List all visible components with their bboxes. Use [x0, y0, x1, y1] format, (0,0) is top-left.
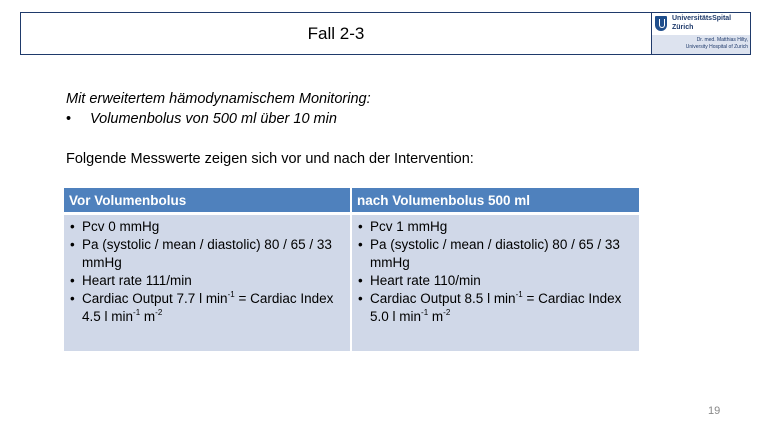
hospital-logo: [651, 13, 750, 54]
column-header-before: Vor Volumenbolus: [64, 188, 351, 214]
co-text-c: m: [140, 309, 156, 324]
co-text-b: = Cardiac Index 5.0 l min: [370, 291, 622, 324]
lead-text: Folgende Messwerte zeigen sich vor und nach der Intervention:: [66, 151, 474, 167]
co-text-a: Cardiac Output 8.5 l min: [370, 291, 516, 306]
logo-name-line2: Zürich: [672, 23, 694, 31]
logo-top: [652, 13, 750, 35]
logo-name: [672, 15, 731, 32]
table-header-row: [64, 188, 639, 214]
measurement-table: [64, 188, 639, 351]
list-item: [356, 290, 635, 326]
credit-line1: Dr. med. Matthias Hilty,: [696, 37, 748, 43]
cell-before: [64, 214, 351, 351]
co-text-c: m: [428, 309, 444, 324]
co-exp: -1: [227, 289, 235, 299]
co-exp: -1: [515, 289, 523, 299]
credit-line2: University Hospital of Zurich: [685, 44, 748, 50]
list-item: • Heart rate 111/min: [68, 272, 346, 290]
list-item: • Pa (systolic / mean / diastolic) 80 / 65 / 33 mmHg: [68, 236, 346, 272]
logo-credit: [652, 35, 750, 54]
bullet-icon: •: [66, 111, 72, 127]
column-header-after: nach Volumenbolus 500 ml: [351, 188, 639, 214]
ci-exp2: -2: [443, 307, 451, 317]
slide-header: [20, 12, 751, 55]
ci-exp2: -2: [155, 307, 163, 317]
shield-icon: [655, 16, 667, 31]
list-item: • Heart rate 110/min: [356, 272, 635, 290]
cell-after: [351, 214, 639, 351]
co-text-a: Cardiac Output 7.7 l min: [82, 291, 228, 306]
list-item: • Pcv 1 mmHg: [356, 218, 635, 236]
intro-bullet: Volumenbolus von 500 ml über 10 min: [90, 111, 337, 127]
intro-bullet-row: [66, 109, 686, 129]
page-number: 19: [708, 405, 721, 417]
list-item: • Pa (systolic / mean / diastolic) 80 / 65 / 33 mmHg: [356, 236, 635, 272]
slide-title: Fall 2-3: [307, 24, 365, 43]
list-item: [68, 290, 346, 326]
ci-exp1: -1: [421, 307, 429, 317]
ci-exp1: -1: [133, 307, 141, 317]
logo-name-line1: UniversitätsSpital: [672, 15, 732, 22]
co-text-b: = Cardiac Index 4.5 l min: [82, 291, 334, 324]
table-row: [64, 214, 639, 351]
list-item: • Pcv 0 mmHg: [68, 218, 346, 236]
intro-heading: Mit erweitertem hämodynamischem Monitoring:: [66, 91, 371, 107]
intro-block: [66, 89, 686, 129]
